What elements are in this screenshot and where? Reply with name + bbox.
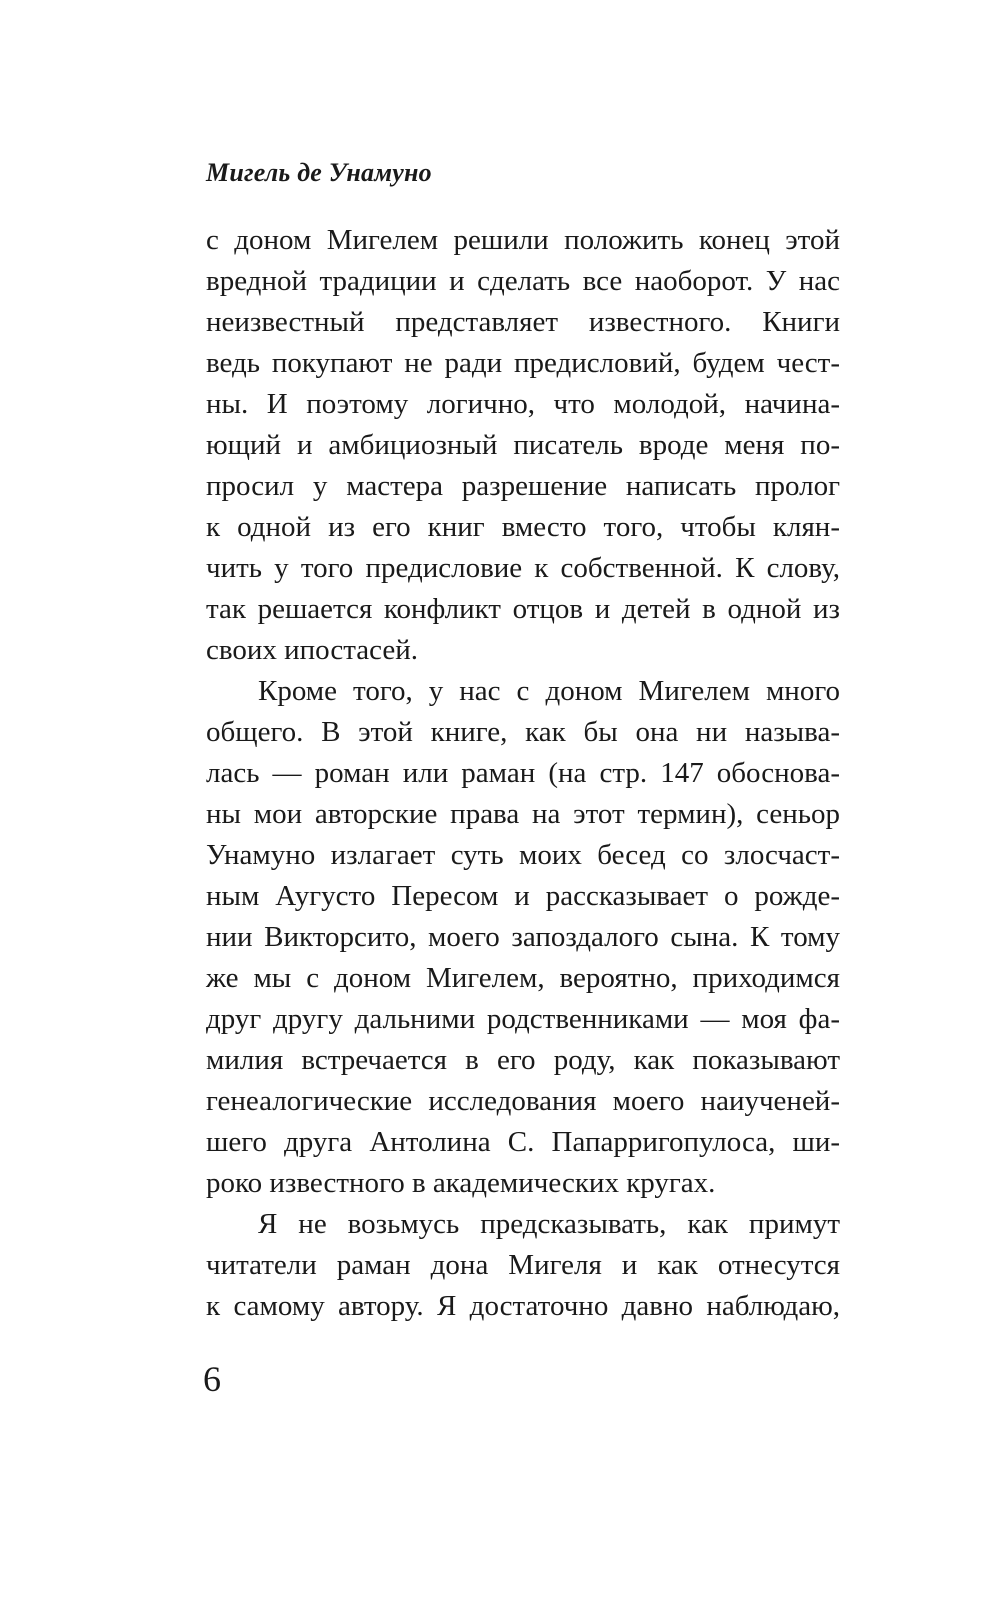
text-line: ведь покупают не ради предисловий, будем чест- [206, 347, 840, 379]
text-line: общего. В этой книге, как бы она ни называ- [206, 716, 840, 748]
text-line: вредной традиции и сделать все наоборот. У нас [206, 265, 840, 297]
text-line: шего друга Антолина С. Папарригопулоса, ши- [206, 1126, 840, 1158]
text-line: ным Аугусто Пересом и рассказывает о рожде- [206, 880, 840, 912]
page-number: 6 [203, 1359, 221, 1399]
text-line: своих ипостасей. [206, 634, 419, 666]
text-line: к самому автору. Я достаточно давно наблюдаю, [206, 1290, 840, 1322]
text-line: нии Викторсито, моего запоздалого сына. К тому [206, 921, 840, 953]
text-line: чить у того предисловие к собственной. К слову, [206, 552, 840, 584]
text-line: так решается конфликт отцов и детей в одной из [206, 593, 840, 625]
text-line: друг другу дальними родственниками — моя фа- [206, 1003, 840, 1035]
paragraph-3 [206, 1204, 840, 1327]
paragraph-2 [206, 671, 840, 1204]
text-line: к одной из его книг вместо того, чтобы клян- [206, 511, 840, 543]
text-line: же мы с доном Мигелем, вероятно, приходимся [206, 962, 840, 994]
text-line: ны. И поэтому логично, что молодой, начина- [206, 388, 840, 420]
text-line: лась — роман или раман (на стр. 147 обоснова- [206, 757, 840, 789]
text-line: Кроме того, у нас с доном Мигелем много [258, 675, 840, 707]
text-line: Унамуно излагает суть моих бесед со злосчаст- [206, 839, 840, 871]
text-line: ющий и амбициозный писатель вроде меня по- [206, 429, 840, 461]
text-line: роко известного в академических кругах. [206, 1167, 716, 1199]
text-line: просил у мастера разрешение написать пролог [206, 470, 840, 502]
text-line: генеалогические исследования моего наиученей- [206, 1085, 840, 1117]
text-line: с доном Мигелем решили положить конец этой [206, 224, 840, 256]
text-line: ны мои авторские права на этот термин), сеньор [206, 798, 840, 830]
body-text [206, 220, 840, 1327]
text-line: неизвестный представляет известного. Книги [206, 306, 840, 338]
text-line: читатели раман дона Мигеля и как отнесутся [206, 1249, 840, 1281]
paragraph-1 [206, 220, 840, 671]
text-line: Я не возьмусь предсказывать, как примут [258, 1208, 840, 1240]
text-line: милия встречается в его роду, как показывают [206, 1044, 840, 1076]
running-header: Мигель де Унамуно [206, 158, 432, 187]
